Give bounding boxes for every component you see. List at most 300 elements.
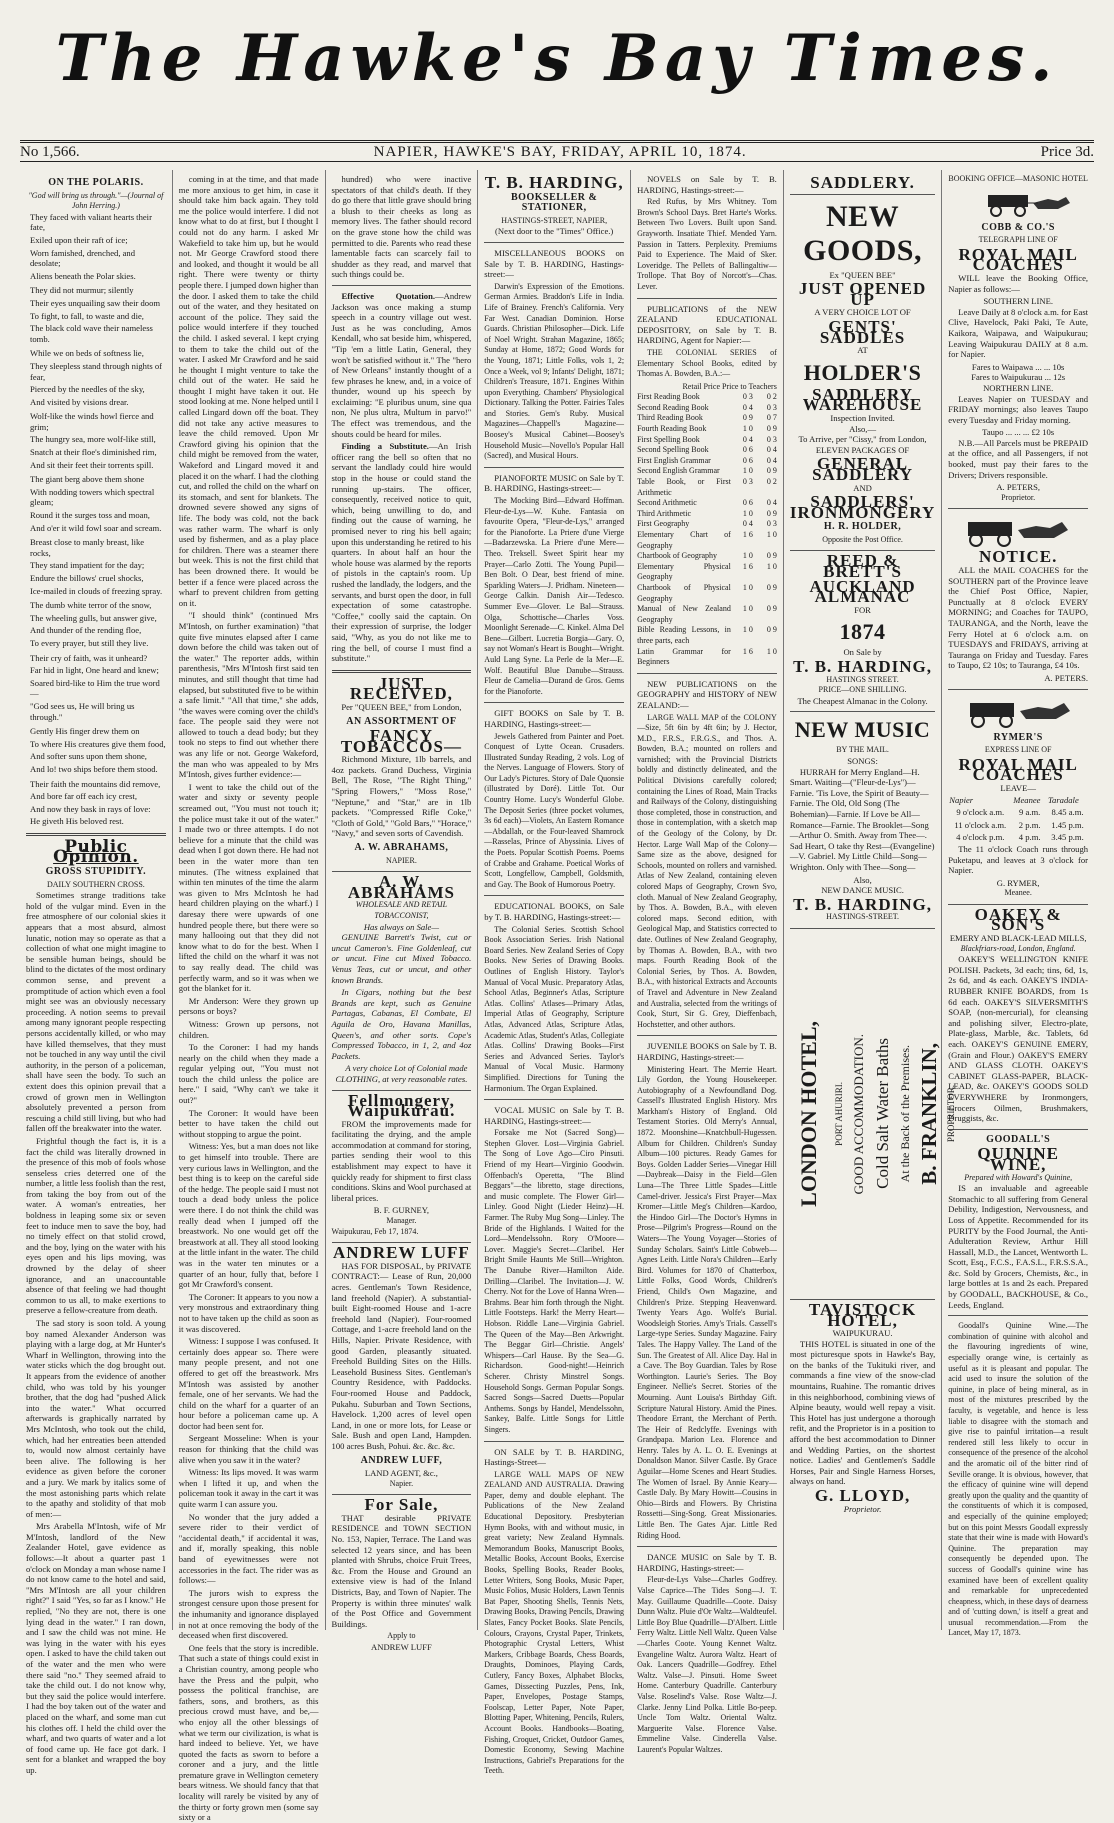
poem-title: ON THE POLARIS. — [48, 177, 144, 188]
poem-line: While we on beds of softness lie, — [30, 348, 144, 359]
price-row — [637, 403, 777, 414]
ad-list: HURRAH for Merry England—H. Smart. Waiting—("Fleur-de-Lys")—Farnie. 'Tis Love, the Spirit of Beauty—Farnie. The Old, Old Song (The Bohemian)—Farnie. If Love be All—Romance—Farnie. The Brooklet—Song—Arthur O. Smith. Away from Thee—. Sad Heart, O take thy Rest—(Evangeline) —V. Gabriel. My Little Child—Song—Wrighton. Only with Thee—Song— — [789, 766, 935, 872]
ad-text: THE COLONIAL SERIES of Elementary School Books, edited by Thomas A. Bowden, B.A.:— — [637, 347, 777, 379]
ad-intro: EDUCATIONAL BOOKS, on Sale by T. B. HARDING, Hastings-street:— — [484, 901, 625, 922]
teacher-price: 0 9 — [766, 625, 777, 635]
ad-heading: COBB & CO.'S — [981, 221, 1055, 233]
timetable-cell: 4 o'clock p.m. — [956, 832, 1005, 843]
ad-heading: TAVISTOCK HOTEL, — [808, 1299, 917, 1330]
price-row — [637, 392, 777, 403]
ad-intro: VOCAL MUSIC on Sale by T. B. HARDING, Hastings-street:— — [484, 1105, 625, 1126]
coach-icon — [958, 695, 1078, 729]
retail-price: 0 3 — [742, 392, 753, 402]
price-head: Retail Price Price to Teachers — [682, 381, 777, 391]
ad-intro: JUVENILE BOOKS on Sale by T. B. HARDING, Hastings-street:— — [637, 1041, 777, 1062]
column-7 — [942, 170, 1094, 1638]
ad-list: Jewels Gathered from Painter and Poet. Conquest of Lytte Ocean. Crusaders. Illustrated Sunday Reading, 2 vols. Log of the Nerves. Language of Flowers. Story of Our Lady's Pictures. Story of Dale Quonsie (illustrated by Doré). Little Tot. Our Country Home. Lucy's Wonderful Globe. The Deposit Series (three pocket volumes, 3s 6d each)—Violets, An Eastern Romance—Abdallah, or the Four-leaved Shamrock—Rasselas, Prince of Abyssinia. Lives of the Poets. Popular Scottish Poems. Poems of Crabbe and Grahame. Poetical Works of Scott, Longfellow, Campbell, Goldsmith, and Gay. The Book of Humorous Poetry. — [484, 731, 625, 889]
price-item: Latin Grammar for Beginners — [637, 646, 731, 667]
poem-line: Worn famished, drenched, and desolate; — [30, 247, 136, 269]
ad-line: PORT AHURIRI. — [833, 1082, 844, 1146]
ad-heading: GENERAL SADDLERY — [812, 454, 914, 484]
teacher-price: 0 9 — [766, 424, 777, 434]
article-paragraph: Sometimes strange traditions take hold of the vulgar mind. Even in the free atmosphere of our colonial skies it appears that a most absurd, almost lunatic, notion may so operate as that a collection of what one might imagine to be sensible human beings, should be blind to the dictates of the most ordinary common sense, and prevent a promptitude of action which even a fool might see was an obviously necessary proceeding. A notion seems to prevail among many ignorant people respecting persons accidentally killed, or who may have killed themselves, that they must not be touched in any way until the civil authority, in the person of a policeman, shall have seen the body. To such an extent does this opinion prevail that a crowd of grown men in Wellington absolutely prevented a person from rescuing a child still living, but who had fallen off the breakwater into the water. — [26, 890, 166, 1134]
price-item: First English Grammar — [637, 455, 711, 465]
retail-price: 1 0 — [742, 424, 753, 434]
ad-text: Leave Daily at 8 o'clock a.m. for East Clive, Havelock, Paki Paki, Te Aute, Kaikora, Waipawa, and Waipukurau; Leaving Waipukurau DAILY at 8 a.m. for Napier. — [948, 306, 1089, 360]
timetable — [948, 794, 1088, 844]
price-item: First Reading Book — [637, 392, 700, 402]
ad-heading: For Sale, — [364, 1495, 439, 1515]
ad-text: HAS FOR DISPOSAL, by PRIVATE CONTRACT:— Lease of Run, 20,000 acres. Gentleman's Town Residence, land freehold (Napier). A substantial-built Eight-roomed House and 1-acre freehold land (Napier). Four-roomed Cottage, and 1-acre freehold land on the Hills, Napier. Private Residence, with good Garden, pleasantly situated. Freehold Building Sites on the Hills. Leasehold Business Sites. Gentleman's Country Residence, with Paddocks. Four-roomed House and Paddock, Pukahu. Suburban and Town Sections, Havelock. 1,200 acres of level open Land, in one or more lots, for Lease or Sale. Bush and open Land, Hampden. 100 acres Bush, Pohui. &c. &c. &c. — [331, 1260, 472, 1451]
retail-price: 1 0 — [742, 604, 753, 614]
timetable-row — [948, 819, 1088, 832]
poem-line: And softer suns upon them shone, — [30, 751, 147, 762]
ad-line: Fares to Waipukurau ... 12s — [971, 372, 1066, 383]
price-item: Second Spelling Book — [637, 445, 709, 455]
ad-line: NORTHERN LINE. — [983, 382, 1054, 393]
ad-text: FROM the improvements made for facilitating the drying, and the ample accommodation at command for storing, parties sending their wool to this establishment may expect to have it quickly ready for shipment to first class conditions. Skins and Wool purchased at liberal prices. — [331, 1118, 472, 1203]
ad-list: Forsake me Not (Sacred Song)—Stephen Glover. Lost—Virginia Gabriel. The Song of Love Ago—Ciro Pinsuti. Friend of my Heart—Virginio Goodwin. Offenbach's Operetta, "The Blind Beggars"—the libretto, stage directions, and music complete. The Flower Girl—Linley. Good Night (Lieder Heinz)—H. Farmer. The Ruby Mug Song—Linley. The Bride of the Highlands. I Waited for the Lord—Mendelssohn. Rory O'Moore—Lover. Maggie's Secret—Claribel. Her Bright Smile Haunts Me Still—Wrighton. The Danube River—Hamilton Aide. Drilling—Claribel. The Invitation—J. W. Cherry. Not for the Love of Hanna Wren—Brahms. Bear him forth through the Night. Little Footsteps. Hark! the Merry Heart—Hobson. Riddle Lane—Virginia Gabriel. The Queen of the May—Ben Arkwright. The Beggar Girl—Christie. Angels' Whispers—Carl Hause. By the Sea—G. Richardson. Good-night!—Heinrich Scherer. Christy Minstrel Songs. Household Songs. German Popular Songs. Sacred Songs—Sacred Duetts—Popular Anthems. Songs by Handel, Mendelssohn, Sankey, Balfe. Little Songs for Little Singers. — [484, 1128, 625, 1434]
ad-text: THAT desirable PRIVATE RESIDENCE and TOWN SECTION No. 153, Napier, Terrace. The Land was selected 12 years since, and has been planted with Shrubs, choice Fruit Trees, &c. From the House and Ground an extensive view is had of the Inland Districts, Bay, and Town of Napier. The Property is within three minutes' walk of the Post Office and Government Buildings. — [331, 1512, 472, 1629]
article-paragraph: Mr Anderson: Were they grown up persons or boys? — [178, 995, 319, 1017]
ad-line: The Cheapest Almanac in the Colony. — [797, 695, 928, 706]
ad-text: THIS HOTEL is situated in one of the most picturesque spots in Hawke's Bay, on the banks of the Tukituki river, and commands a fine view of the snow-clad mountains, Ruahine. The romantic drives in this neighborhood, combining views of Alpine beauty, would well repay a visit. This Hotel has just undergone a thorough refit, and the Proprietor is in a position to afford the best accommodation to Dinner and Wedding Parties, on the shortest notice. Ladies' and Gentlemen's Saddle Horses, Pair and Single Harness Horses, always on hand. — [789, 1338, 936, 1487]
poem-note: "God will bring us through."—(Journal of John Herring.) — [28, 190, 164, 211]
ad-text: WILL leave the Booking Office, Napier as follows:— — [948, 272, 1089, 294]
ad-line: Blackfriars-road, London, England. — [960, 943, 1076, 953]
teacher-price: 0 3 — [766, 402, 777, 412]
retail-price: 1 0 — [742, 508, 753, 518]
ad-line: Manager. — [386, 1216, 417, 1226]
retail-price: 1 6 — [742, 561, 753, 571]
ad-line: Taupo ... ... ... £2 10s — [982, 427, 1055, 438]
poem-line: They sleepless stand through nights of fear, — [30, 360, 162, 382]
ad-list: Red Rufus, by Mrs Whitney. Tom Brown's School Days. Bret Harte's Works. Between Two Lovers. Built upon Sand. Grayworth. Insatiate Thief. Mended Yarn. Passion in Tatters. Perplexity. Premiums Paid to Experience. The Maid of Sker. Loveridge. The Pellets of Ballingaltiw—Trollope. That Boy of Norcott's—Chas. Lever. — [637, 197, 777, 291]
retail-price: 0 6 — [742, 455, 753, 465]
section-title: Public Opinion. — [53, 836, 139, 868]
article-paragraph: "I should think" (continued Mrs M'Intosh, on further examination) "that quite five minutes elapsed after I came down before the child was taken out of the water." The reporter adds, within parenthesis, "Mrs M'Intosh first said ten minutes, and still thought that time had elapsed, but substituted five to be within a safe limit." "All that time," she adds, "the waves were coming over the child's face. The people said they were not allowed to touch a dead body; but they took no steps to find out whether there was any life or not. George Wakeford, the man who was appealed to by Mrs M'Intosh, gives further evidence:— — [178, 610, 319, 780]
timetable-header: Meanee — [1013, 794, 1041, 805]
ad-signature: A. W. ABRAHAMS, — [354, 842, 449, 854]
price-row — [637, 583, 777, 604]
price-item: Third Reading Book — [637, 413, 703, 423]
ad-line: EMERY AND BLACK-LEAD MILLS, — [949, 933, 1087, 944]
ad-heading: NEW MUSIC — [794, 717, 931, 743]
ad-line: PRICE—ONE SHILLING. — [818, 685, 907, 695]
price-item: Elementary Chart of Geography — [637, 530, 731, 550]
price-row — [637, 604, 777, 625]
ad-line: HASTINGS-STREET, NAPIER, — [501, 215, 608, 225]
place-date: NAPIER, HAWKE'S BAY, FRIDAY, APRIL 10, 1874. — [373, 143, 747, 160]
article-paragraph: hundred) who were inactive spectators of that child's death. If they do go there that little grave should bring a blush to their cheeks as long as memory lives. The father should record on the grave stone how the child was permitted to die. Parents who read these lamentable facts can scarcely fail to shudder as they read, and marvel that such things could be. — [331, 174, 472, 280]
ad-heading: 1874 — [839, 619, 886, 645]
ad-heading: RYMER'S — [993, 731, 1043, 743]
price-row — [637, 519, 777, 530]
article-paragraph: Frightful though the fact is, it is a fact the child was literally drowned in the presence of this mob of fools whose senseless cries deterred one of the number, a little less foolish than the rest, from taking the boy from out of the water. A woman's entreaties, her boldness in leaping some six or seven feet to induce men to save the boy, had no timely effect on that stolid crowd, and the boy, lying on the water with his eyes open and his lips moving, was drowned by the delay of sheer ignorance, and an unaccountable absence of that feeling we had thought common to us all, to make exertions to preserve a fellow-creature from death. — [26, 1135, 166, 1316]
ad-line: WHOLESALE AND RETAIL TOBACCONIST, — [355, 900, 448, 920]
retail-price: 0 4 — [742, 402, 753, 412]
teacher-price: 1 0 — [766, 530, 777, 539]
poem-line: Soared bird-like to Him the true word— — [30, 677, 160, 699]
ad-heading: FANCY TOBACCOS— — [340, 726, 462, 756]
ad-intro: GIFT BOOKS on Sale by T. B. HARDING, Hastings-street:— — [484, 708, 625, 729]
poem-line: They faced with valiant hearts their fate, — [30, 211, 152, 233]
ad-line: Also,— — [849, 423, 877, 434]
ad-line: LEAVE— — [1000, 782, 1036, 793]
ad-signature: G. RYMER, — [996, 877, 1040, 888]
poem-line: The wheeling gulls, but answer give, — [30, 612, 157, 623]
ad-heading: AUCKLAND ALMANAC — [809, 576, 916, 607]
price-row — [637, 477, 777, 498]
ad-line: Fares to Waipawa ... ... 10s — [971, 361, 1065, 372]
timetable-cell: 9 a.m. — [1019, 807, 1041, 818]
ad-line: AND — [853, 482, 872, 493]
retail-price: 0 4 — [742, 434, 753, 444]
price-item: Chartbook of Physical Geography — [637, 582, 731, 603]
article-paragraph: coming in at the time, and that made me more anxious to get him, in case it should take him back again. They told me the police would interfere. I did not know what to do at first, but I thought I could not do any harm. I asked Mr Wakefield to take him up, but he would not. Mr George Crawford stood there and looked, and thought it would be all right. There were twenty or thirty people there. I jumped down higher than the door. I asked them to take the child out of the water, and they hesitated on account of the police. They said the police would interfere if they touched the child. I asked several. I kept crying to them to take the child out of the water. I asked Mr Crawford and he said he thought I might venture to take the child out of the water. He said he thought I might have taken it out. He stood looking at me. None helped until I called Lingard down off the boat. They did not take any active measures to leave the child removed. Upon Mr Crawford giving his opinion that the child might be removed from the water, Wakeford and Lingard moved it and placed it on the wharf. I had the clothing cut, and rolled the child on the wharf on its stomach, and sent for blankets. The drowned severe showed any signs of life. The body was cold, not the back was rather warm. The wharf is only used by fishermen, and as a play place for children. There was a steamer there but week. This is not the first child that has been drowned there. It would be better if a fence were placed across the wharf to prevent children from getting on it. — [178, 174, 319, 608]
ad-list: Fleur-de-Lys Valse—Charles Godfrey. Valse Caprice—The Tides Song—J. T. May. Guillaume Quadrille—Coote. Daisy Dunn Waltz. Pluie d'Or Waltz—Waldteufel. Little Boy Blue Quadrille—D'Albert. Little Ferry Waltz. Little Nell Waltz. Queen Valse—Charles Coote. Young Kennet Waltz. Evangeline Waltz. Aurora Waltz. Heart of Oak. Lancers Quadrille—Godfrey. Ethel Waltz. Valse—J. Pinsuti. Home Sweet Home. Canterbury Quadrille. Canterbury Valse. Roselind's Valse. Rose Waltz—J. Clarke. Jenny Lind Polka. Little Bo-peep. Uncle Tom Waltz. Oriental Waltz. Marguerite Valse. Florence Valse. Emmeline Valse. Cinderella Valse. Laurent's Popular Waltzes. — [637, 1575, 777, 1754]
ad-line: SOUTHERN LINE. — [983, 296, 1054, 307]
article-paragraph: The Coroner: It would have been better to have taken the child out without stopping to argue the point. — [178, 1107, 319, 1139]
article-paragraph: One feels that the story is incredible. That such a state of things could exist in a Christian country, among people who have the Press and the pulpit, who possess the political franchise, are fathers, sons, and brothers, as this precious crowd must have, and be,—who enjoy all the other blessings of what we term our civilization, is what is hard indeed to believe. Yet, we have quoted the facts as sworn to before a coroner and a jury, and the little premature grave in Wellington cemetery bears witness. We should fancy that that locality will rarely be visited by any of the thirty or forty grown men (some say sixty or a — [178, 1642, 319, 1823]
article-paragraph: Witness: Yes, but a man does not like to get himself into trouble. There are very curious laws in Wellington, and the best thing is to keep on the careful side of the hedge. The people said I must not touch a dead body unless the police were there. I do not think the child was really dead when I jumped off the breastwork. No one would get off the breastwork at all. They all stood looking at the little infant in the water. The child was in the water ten minutes or a quarter of an hour, fully that, before I got Mr Crawford's consent. — [178, 1141, 319, 1290]
ad-text: Leaves Napier on TUESDAY and FRIDAY mornings; also leaves Taupo every Tuesday and Friday morning. — [948, 393, 1089, 425]
article-paragraph: The Coroner: It appears to you now a very monstrous and extraordinary thing not to have taken up the child as soon as it was discovered. — [178, 1291, 319, 1334]
poem — [26, 212, 166, 827]
timetable-cell: 8.45 a.m. — [1051, 807, 1084, 818]
coach-icon — [958, 514, 1078, 548]
price-item: First Spelling Book — [637, 434, 700, 444]
ad-line: Napier. — [389, 1478, 414, 1488]
ad-intro: PIANOFORTE MUSIC on Sale by T. B. HARDING, Hastings-street:— — [484, 472, 625, 494]
article-paragraph: Mrs Arabella M'Intosh, wife of Mr M'Intosh, landlord of the New Zealander Hotel, gave evidence as follows:—It about a quarter past 1 o'clock on Monday a man whose name I do not know came to the hotel and said, "Mrs M'Intosh are all your children right?" I said "Yes, so far as I know." He replied, "No they are not, there is one lying dead in the water." I ran down, and I saw the child was not mine. He was lying in the water with his eyes open. I asked to have the child taken out of the water and the men who were there said "no." They seemed afraid to take the child out. I do not know why, but they said the police would interfere. I had the boy taken out of the water and placed on the wharf, and some man cut his clothes off. I held the child over the wharf, and two quarts of water and a lot of food came up. He face got dark. I sent for a blanket and wrapped the boy up. — [26, 1521, 166, 1775]
ad-intro: MISCELLANEOUS BOOKS on Sale by T. B. HARDING, Hastings-street:— — [484, 247, 625, 280]
price-list — [637, 392, 777, 667]
ad-line: Waipukurau, Feb 17, 1874. — [331, 1226, 419, 1236]
substitute-text: —An Irish officer rang the bell so often that no servant the landlady could hire would stop in the house or could stand the running up-stairs. The officer, consequently, received notice to quit, which, being unwilling to do, and finding out the cause of warning, he promised never to ring his bell again; upon this understanding he retired to his quarters. In about half an hour the whole house was alarmed by the reports of pistols in the captain's room. Up rushed the landlady, the lodgers, and the servants, and burst open the door, in full expectation of some catastrophe. "Coffee," coolly said the captain. On their expression of surprise, the lodger said, "Why, as you do not like me to ring the bell, of course I must find a substitute." — [331, 441, 472, 664]
ad-signature: A. PETERS, — [996, 482, 1041, 493]
poem-line: The black cold wave their nameless tomb. — [30, 323, 153, 344]
price-row — [637, 509, 777, 520]
price-item: Third Arithmetic — [637, 508, 692, 518]
poem-line: Ice-mailed in clouds of freezing spray. — [30, 585, 163, 596]
price: Price 3d. — [1040, 143, 1094, 160]
column-4 — [478, 170, 631, 1776]
ad-intro: ON SALE by T. B. HARDING, Hastings-Street— — [484, 1446, 625, 1468]
ad-text: IS an invaluable and agreeable Stomachic to all suffering from General Debility, Indigestion, Nervousness, and Loss of Appetite. Recommended for its PURITY by the Food Journal, the Anti-Adulteration Review, Arthur Hill Hassall, M.D., the Lancet, Wentworth L. Scott, Esq., F.C.S., F.A.S.L., F.R.S.S.A., &c. Sold by Grocers, Chemists, &c., in large bottles at 1s and 2s each. Prepared by GOODALL, BACKHOUSE, & Co., Leeds, England. — [948, 1183, 1089, 1310]
price-row — [637, 498, 777, 509]
timetable-row — [948, 806, 1088, 819]
ad-line: Proprietor. — [1001, 492, 1036, 502]
price-item: Second Arithmetic — [637, 498, 697, 508]
masthead-title: The Hawke's Bay Times. — [55, 21, 1059, 96]
timetable-cell: 2 p.m. — [1018, 819, 1041, 830]
poem-line: The giant berg above them shone — [30, 474, 145, 485]
teacher-price: 0 2 — [766, 477, 777, 487]
price-row — [637, 530, 777, 551]
ad-line: NEW DANCE MUSIC. — [821, 885, 904, 896]
poem-line: Their eyes unquailing saw their doom — [30, 297, 161, 308]
article-paragraph: The jurors wish to express the strongest censure upon those present for the inhumanity and ignorance displayed in not at once removing the body of the deceased when first discovered. — [178, 1587, 319, 1641]
ad-signature: G. LLOYD, — [814, 1486, 911, 1505]
poem-line: And thunder of the rending floe, — [30, 625, 142, 636]
ad-line: Meanee. — [1004, 888, 1032, 898]
masthead — [0, 0, 1114, 118]
article-paragraph: No wonder that the jury added a severe rider to their verdict of "accidental death," if accidental it was, and if, morally speaking, this noble band of eyewitnesses were not accessories in the fact. The rider was as follows:— — [178, 1511, 319, 1586]
ad-line: Prepared with Howard's Quinine, — [964, 1172, 1073, 1182]
ad-text: The 11 o'clock Coach runs through Puketapu, and leaves at 3 o'clock for Napier. — [948, 843, 1089, 876]
ad-line: On Sale by — [843, 647, 882, 658]
ad-list: Ministering Heart. The Merrie Heart. Lily Gordon, the Young Housekeeper. Autobiography of a Newfoundland Dog. Cassell's Illustrated English History. Mrs Markham's History of England. Old Testament Stories. Old Merry's Annual, 1872. Moonshine—Knatchbull-Hugessen. Album for Children. Children's Sunday Album—100 pictures. Ready Games for Boys. Golden Ladder Series—Vinegar Hill—Daybreak—Daisy in the Field—Glen Luna—The Three Little Spades—Little Camel-driver. Jessica's First Prayer—Max Kromer—Little Meg's Children—Kardoo, the Hindoo Girl—The Doctor's Hymns in Prose—Pilgrim's Progress—Round on the Waters—The Young Voyager—Stories of Sunday Scholars. Saint's Little Cobweb—Agnes Leith. Little Nora's Children—Early Bird. Volumes for 1870 of Chatterbox, Little Folks, Good Words, Children's Friend, Child's Own Magazine, and Children's Prize. Stepping Heavenward. Twenty Years Ago. Wolfe's Burial. Woodsleigh Stories. Amy's Trials. Cassell's Large-type Series. Sunday Magazine. Fairy Tales. The Happy Valley. The Land of the Sun. The Greatest of All. Alice Day. Hal in a Cave. The Boy Guardian. Tales by Rose Worthington. Laurie's Series. The Boy Engineer. Nellie's Secret. Stories of the Mourning. Aunt Louisa's Birthday Gift. Scripture Natural History. Amid the Pines. Theodore Errant, the Merchant of Perth. The Heir of Redclyffe. Evenings with Grandpapa. Marion Lea. Florence and Henry. Tales by A. L. O. E. Evenings at Donaldson Manor. Silver Castle. By Grace Aguilar—Home Scenes and Heart Studies. The Women of Israel. By Annie Keary—Castle Daly. By Mary Howitt—Cousins in Ohio—Birds and Flowers. By Christina Rossetti—Sing-Song. Great Missionaries. Little Ben. The Gates Ajar. Little Red Riding Hood. — [637, 1064, 777, 1540]
ad-intro: PUBLICATIONS of the NEW ZEALAND EDUCATIONAL DEPOSITORY, on Sale by T. B. HARDING, Agent for Napier:— — [637, 303, 777, 346]
ad-line: Proprietor. — [843, 1503, 882, 1514]
ad-heading: SADDLERY. — [810, 173, 915, 192]
ad-heading: GENTS' SADDLES — [819, 316, 906, 347]
retail-price: 1 0 — [742, 551, 753, 561]
teacher-price: 0 3 — [766, 519, 777, 529]
poem-line: Far hid in light, One heard and knew; — [30, 665, 159, 676]
ad-text: Goodall's Quinine Wine.—The combination of quinine with alcohol and the flavouring ingredients of wine, especially orange wine, is certainly as useful as it is pleasant and popular. The acid used to insure the solution of the quinine, in place of being mineral, as in most of the mixtures prescribed by the faculty, is vegetable, and hence is less liable to disagree with the stomach and give rise to painful irritation—a result rendered still less likely to occur in consequence of the presence of the alcohol and the aromatic oil of the bitter rind of Seville orange. It is obvious, however, that the efficacy of quinine wine will depend greatly upon the quality and the quantity of the constituents of which it is composed, and especially of the quinine employed; but on this point Messrs Goodall expressly state that their wine is made with Howard's Quinine. The preparation may consequently be depended upon. The success of Goodall's quinine wine has examined have been of excellent quality and remarkable for unprecedented cheapness, which, in these days of dearness and of 'cutting down,' is itself a great and unusual recommendation.—From the Lancet, May 17, 1873. — [948, 1321, 1089, 1638]
teacher-price: 0 9 — [766, 466, 777, 476]
poem-line: Their cry of faith, was it unheard? — [30, 652, 148, 663]
ad-line: ELEVEN PACKAGES OF — [815, 444, 910, 455]
ad-heading: HOLDER'S — [803, 359, 922, 385]
timetable-cell: 4 p.m. — [1018, 832, 1041, 843]
teacher-price: 0 4 — [766, 455, 777, 465]
price-row — [637, 456, 777, 467]
price-row — [637, 424, 777, 435]
price-row — [637, 445, 777, 456]
timetable-cell: 3.45 p.m. — [1051, 832, 1084, 843]
price-row — [637, 551, 777, 562]
teacher-price: 1 0 — [766, 646, 777, 656]
ad-heading: SADDLERS' IRONMONGERY — [789, 492, 936, 522]
timetable-header: Napier — [949, 794, 974, 805]
teacher-price: 1 0 — [766, 561, 777, 571]
column-3 — [326, 170, 479, 1652]
poem-line: And bore far off each icy crest, — [30, 791, 137, 802]
ad-heading: GOODALL'S — [986, 1133, 1051, 1145]
ad-line: Opposite the Post Office. — [822, 534, 903, 544]
article-paragraph: Witness: Grown up persons, not children. — [178, 1018, 319, 1040]
teacher-price: 0 9 — [766, 508, 777, 518]
ad-heading: LONDON HOTEL, — [795, 1021, 821, 1207]
poem-line: To every prayer, but still they live. — [30, 637, 149, 648]
poem-line: Wolf-like the winds howl fierce and grim; — [30, 411, 154, 432]
ad-list: LARGE WALL MAPS OF NEW ZEALAND AND AUSTRALIA. Drawing Paper, demy and double elephant. The Publications of the New Zealand Educational Depository. Presbyterian Hymn Books, with and without music, in great variety; New Zealand Hymnals. Memorandum Books, Manuscript Books, Metallic Books, Account Books, Exercise Books, Spelling Books, Reader Books, Letter Writers, Song Books, Music Paper, Music Folios, Music Holders, Lawn Tennis Bat Paper, Shooting Shells, Tennis Nets, Drawing Books, Drawing Pencils, Drawing Slates, Fancy Pocket Books. Slate Pencils, Colours, Crayons, Crystal Paper, Trinkets, Photographic Crystal Letters, Whist Markers, Cribbage Boards, Chess Boards, Draughts, Dominoes, Playing Cards, Cutlery, Fancy Boxes, Alphabet Blocks, Games, Dissecting Puzzles, Pens, Ink, Paper, Envelopes, Postage Stamps, Foolscap, Letter Paper, Note Paper, Blotting Paper, Whitening, Pencils, Rulers, Account Books. Handbooks—Boating, Fishing, Croquet, Cricket, Outdoor Games, Domestic Economy, Sewing Machine Instructions, Gabriel's Preparations for the Teeth. — [484, 1469, 625, 1776]
teacher-price: 0 4 — [766, 445, 777, 455]
retail-price: 0 3 — [742, 477, 753, 487]
poem-line: They did not murmur; silently — [30, 285, 134, 296]
ad-line: AN ASSORTMENT OF — [346, 715, 457, 727]
poem-line: Breast close to manly breast, like rocks, — [30, 537, 145, 558]
price-item: First Geography — [637, 519, 690, 529]
ad-heading: NEW GOODS, — [803, 199, 922, 267]
coach-icon — [958, 189, 1078, 219]
price-item: Fourth Reading Book — [637, 424, 707, 434]
ad-line: SONGS: — [847, 756, 878, 766]
price-row — [637, 625, 777, 646]
poem-line: Round it the surges toss and moan, — [30, 510, 150, 521]
poem-line: The hungry sea, more wolf-like still, — [30, 434, 156, 445]
poem-line: And now they bask in rays of love: — [30, 803, 151, 814]
ad-heading: T. B. HARDING, — [793, 894, 932, 914]
columns — [20, 170, 1094, 1823]
ad-intro: DANCE MUSIC on Sale by T. B. HARDING, Hastings-street:— — [637, 1552, 777, 1573]
ad-line: FOR — [854, 604, 871, 615]
london-hotel-ad — [790, 934, 956, 1294]
article-paragraph: To the Coroner: I had my hands nearly on the child when they made a regular yelping out, "You must not touch the child unless the police are here." I said, "Why can't we take it out?" — [178, 1042, 319, 1106]
article-paragraph: Witness: I suppose I was confused. It certainly does appear so. There were many people present, and not one offered to get off the breastwork. Mrs M'Intosh was assisted by another female, one of her servants. We had the child on the wharf for a quarter of an hour before a policeman came up. A doctor had been sent for. — [178, 1336, 319, 1431]
retail-price: 1 0 — [742, 625, 753, 635]
retail-price: 1 0 — [742, 582, 753, 592]
ad-heading: REED & BRETT'S — [823, 551, 902, 582]
ad-text: N.B.—All Parcels must be PREPAID at the office, and all Passengers, if not booked, must pay their fares to the Drivers; Drivers responsible. — [948, 437, 1089, 480]
timetable-header: Taradale — [1048, 794, 1079, 805]
poem-line: Pierced by the needles of the sky, — [30, 384, 145, 395]
ad-line: BOOKING OFFICE—MASONIC HOTEL — [948, 174, 1088, 183]
retail-price: 1 6 — [742, 530, 753, 539]
ad-line: NAPIER. — [385, 855, 417, 865]
teacher-price: 0 9 — [766, 551, 777, 561]
teacher-price: 0 2 — [766, 392, 777, 402]
poem-line: Aliens beneath the Polar skies. — [30, 270, 136, 281]
column-5 — [631, 170, 784, 1754]
ad-heading: ROYAL MAIL COACHES — [958, 244, 1078, 275]
ad-list: The Mocking Bird—Edward Hoffman. Fleur-de-Lys—W. Kuhe. Fantasia on favourite Opera, "Fleur-de-Lys," arranged for the Pianoforte. La Priere d'une Vierge—Badarzewska. La Priere d'une Mere—Theo. Treksell. Sweet Spirit hear my Prayer—Carlo Zotti. The Young Pupil—Ben Bolt. O Dear, best friend of mine. Sparkling Waters—J. Pridham. Nineteen—George Calkin. Danish Air—Tedesco. Summer Eve—Glover. Le Bal—Strauss. Olga, Schottische—Charles Voss. Moonlight Serenade—C. Kinkel. Alma Del Bene—Gilbert. Lucretia Borgia—Gary. O, say not Woman's Heart is Bought—Wright. Auld Lang Syne. La Perle de la Mer—E. Wolf. Beautiful Blue Danube—Strauss. Fleur de Camelia—Durand de Gros. Gems for the Pianoforte. — [484, 496, 625, 696]
price-item: Second English Grammar — [637, 466, 720, 476]
ad-line: EXPRESS LINE OF — [984, 745, 1052, 755]
retail-price: 0 6 — [742, 445, 753, 455]
dateline — [20, 140, 1094, 162]
price-row — [637, 413, 777, 424]
teacher-price: 0 9 — [766, 582, 777, 592]
article-paragraph: Sergeant Mosseline: When is your reason for thinking that the child was alive when you saw it in the water? — [178, 1433, 319, 1465]
ad-line: Has always on Sale— — [363, 921, 440, 932]
price-row — [637, 466, 777, 477]
ad-line: LAND AGENT, &c., — [364, 1468, 438, 1479]
ad-line: Ex "QUEEN BEE" — [829, 269, 896, 280]
article-paragraph: Witness: Its lips moved. It was warm when I lifted it up, and when the policeman took it away in the cart it was quite warm I can assure you. — [178, 1467, 319, 1510]
price-item: Bible Reading Lessons, in three parts, each — [637, 625, 731, 645]
ad-line: (Next door to the "Times" Office.) — [495, 226, 614, 237]
ad-intro: NOVELS on Sale by T. B. HARDING, Hastings-street:— — [637, 174, 777, 195]
retail-price: 0 4 — [742, 519, 753, 529]
ad-heading: NOTICE. — [979, 547, 1058, 567]
ad-heading: JUST OPENED UP — [798, 279, 927, 309]
ad-signature: H. R. HOLDER, — [823, 521, 902, 533]
column-2 — [173, 170, 326, 1823]
article-source: DAILY SOUTHERN CROSS. — [46, 879, 145, 889]
poem-line: They stand impatient for the day; — [30, 560, 145, 571]
retail-price: 0 6 — [742, 498, 753, 508]
poem-line: "God sees us, He will bring us through." — [30, 700, 135, 722]
ad-line: A VERY CHOICE LOT OF — [814, 307, 911, 318]
ad-signature: B. F. GURNEY, — [373, 1205, 430, 1216]
ad-list: The Colonial Series. Scottish School Book Association Series. Irish National Board Series. New Zealand Series of Copy Books. New Series of Drawing Books. Outlines of English History. Taylor's Manual of Vocal Music. Preparatory Atlas, School Atlas, Beginner's Atlas, Scripture Atlas. Collins' Atlases—Primary Atlas, Imperial Atlas of Geography, Scripture Atlas, Advanced Atlas, Scripture Atlas, Academic Atlas, Student's Atlas, Collegiate Atlas. Collins' Drawing Books—First Series and Advanced Series. Taylor's Manual of Vocal Music. Harmony Simplified. Directions for Tuning the Harmonium. The Organ Explained. — [484, 924, 625, 1093]
ad-line: BOOKSELLER & STATIONER, — [511, 191, 598, 214]
ad-text: A very choice Lot of Colonial made CLOTHING, at very reasonable rates. — [335, 1063, 468, 1084]
ad-heading: QUININE WINE, — [977, 1144, 1059, 1174]
price-row — [637, 647, 777, 668]
poem-line: And sit their feet their torrents spill. — [30, 459, 154, 470]
ad-text: ALL the MAIL COACHES for the SOUTHERN part of the Province leave the Chief Post Office, Napier, Punctually at 8 o'clock EVERY MORNING; and Coaches for TAUPO, TAURANGA, and the North, leave the Ferry Hotel at 6 o'clock a.m. on TUESDAYS and FRIDAYS, arriving at Tauranga on Friday and Tuesday. Fares to Taupo, £2 10s; to Tauranga, £4 10s. — [948, 565, 1089, 671]
ad-list: Darwin's Expression of the Emotions. German Armies. Braddon's Life in India. Life of Brainey. French's California. Very Far West. Canadian Dominion. Horse Guards. Christian Philosopher—Dick. Life of Noel Wright. Strahan Magazine, 1865; Sunday at Home, 1872; Good Words for the Young, 1871; Little Folks, vols 1, 2; Once a Week, vol 9; Infants' Delight, 1871; Children's Treasure, 1871. Engines Within upon Everything. Chambers' Physiological Dictionary. Talking the Potter. Fairies Tales and Stories. Gem's Ruby. Musical Magazines—Chappell's Magazine—Boosey's Musical Cabinet—Boosey's Household Music—Novello's Popular Hall (Sacred), and Musical Hours. — [484, 281, 625, 461]
ad-text: In Cigars, nothing but the best Brands are kept, such as Genuine Partagas, Cabanas, El Combate, El Aguila de Oro, Havana Manillas, Queen's, and other sorts. Cope's Compressed Tobacco, in 1, 2, and 4oz Packets. — [331, 987, 472, 1061]
poem-line: And visited by visions drear. — [30, 396, 129, 407]
poem-line: The dumb white terror of the snow, — [30, 600, 152, 611]
timetable-cell: 11 o'clock a.m. — [954, 819, 1007, 830]
retail-price: 1 6 — [742, 646, 753, 656]
ad-heading: T. B. HARDING, — [793, 657, 932, 677]
teacher-price: 0 7 — [766, 413, 777, 423]
ad-heading: B. FRANKLIN, — [916, 1043, 941, 1185]
ad-heading: T. B. HARDING, — [484, 173, 624, 192]
ad-text: LARGE WALL MAP of the COLONY—Size, 5ft 6in by 4ft 6in; by J. Hector, M.D., F.R.S., F.R.G.S., and Thos. A. Bowden, B.A.; mounted on rollers and varnished; with the Provincial Districts boldly and distinctly delineated, and the Political Divisions carefully colored; containing the Lines of Road, Main Tracks and Railways of the Colony, distinguishing those completed, those in construction, and those in contemplation, with a sketch map of the Geology of the Colony, by Dr. Hector. Large Wall Map of the Colony—Same size as the above, designed for Schools, mounted on rollers and varnished. Atlas of New Zealand, containing eleven colored Maps of Geography, Crown Svo, cloth. Manual of New Zealand Geography, by Thos. A. Bowden, B.A., with eleven colored maps. Second edition, with Geological Map, and Statistics corrected to date. Outlines of New Zealand Geography, by Thomas A. Bowden, B.A., with two maps. Fourth Reading Book of the Colonial Series, by Thos. A. Bowden, B.A., with historical Extracts and Accounts of Travel and Adventure in New Zealand and Australia, selected from the writings of Cook, Sturt, Sir G. Grey, Dieffenbach, Hochstetter, and other authors. — [637, 712, 777, 1029]
article-paragraph: I went to take the child out of the water and sixty or seventy people screamed out, "You must not touch it; the police must take it out of the water." I made two or three attempts. I do not believe for a minute that the child was dead when I got down there. He had not been in the water more than ten minutes. (The witness explained that within ten minutes of the time the alarm was given to Mrs McIntosh he had heard children playing on the wharf.) I daresay there were upwards of one hundred people there, but there were so many hallooing out that they did not know what to do for the best. When I lifted the child on the wharf it was not to say really dead. The child was perfectly warm, and so it was when we got the blanket for it. — [178, 781, 319, 994]
ad-signature: ANDREW LUFF, — [360, 1454, 443, 1466]
ad-line: At the Back of the Premises. — [897, 1045, 912, 1183]
ad-line: AT — [857, 345, 868, 356]
price-item: Table Book, or First Arithmetic — [637, 477, 731, 497]
ad-line: Inspection Invited. — [830, 412, 895, 423]
article-title: GROSS STUPIDITY. — [45, 866, 147, 878]
poem-line: With nodding towers which spectral gleam; — [30, 486, 155, 508]
ad-line: Also, — [853, 874, 872, 885]
ad-heading: Fellmongery, Waipukurau. — [347, 1090, 456, 1121]
ad-line: PROPRIETOR. — [945, 1085, 956, 1143]
price-item: Manual of New Zealand Geography — [637, 604, 731, 624]
ad-text: Richmond Mixture, 1lb barrels, and 4oz packets. Grand Duchess, Virginia Bell, The Rose, "The Right Thing," "Spring Flowers," "Moss Rose," "Neptune," and "Star," are in 1lb packets. "Compressed Rifle Coke," "Cloth of Gold," "Gold Bars," "Horace," "Navy," and seven sorts of Cavendish. — [331, 754, 472, 839]
poem-line: Exiled upon their raft of ice; — [30, 234, 128, 245]
teacher-price: 0 3 — [766, 434, 777, 444]
ad-line: HASTINGS STREET. — [826, 674, 899, 684]
price-item: Elementary Physical Geography — [637, 561, 731, 582]
ad-heading: SADDLERY WAREHOUSE — [802, 384, 923, 415]
timetable-cell: 1.45 p.m. — [1051, 819, 1084, 830]
poem-line: And o'er it wild fowl soar and scream. — [30, 522, 162, 533]
article-paragraph: The sad story is soon told. A young boy named Alexander Anderson was playing with a large dog, at Mr Hunter's Wharf in Wellington, throwing into the water sticks which the dog brought out. It appears from the evidence of another child, who was told by his younger brother, that the dog had "pushed Alick into the water." What occurred afterwards is graphically narrated by Mrs McIntosh, who took out the child, which, had her entreaties been attended to, would now almost certainly have been alive. The following is her evidence as given before the coroner and a jury. We mark by italics some of the most astonishing parts which relate to the apathy and stolidity of that mob of men:— — [26, 1318, 166, 1519]
ad-heading: Cold Salt Water Baths — [872, 1038, 892, 1190]
poem-line: He giveth His beloved rest. — [30, 816, 124, 827]
timetable-row — [948, 831, 1088, 844]
ad-list: OAKEY'S WELLINGTON KNIFE POLISH. Packets, 3d each; tins, 6d, 1s, 2s 6d, and 4s each. OAKEY'S INDIA-RUBBER KNIFE BOARDS, from 1s 6d each. OAKEY'S SILVERSMITH'S SOAP, (non-mercurial), for cleansing and polishing silver, Electro-plate, Plate-glass, Marble, &c. Tablets, 6d each. OAKEY'S GENUINE EMERY, (Grain and Flour.) OAKEY'S EMERY AND GLASS CLOTH. OAKEY'S CABINET GLASS-PAPER, BLACK-LEAD, &c. OAKEY'S GOODS SOLD EVERYWHERE by Ironmongers, Grocers Oilmen, Brushmakers, Druggists, &c. — [948, 954, 1089, 1124]
price-item: Second Reading Book — [637, 402, 709, 412]
ad-line: Per "QUEEN BEE," from London, — [341, 701, 462, 712]
ad-text: GENUINE Barrett's Twist, cut or uncut Cameron's. Fine Goldenleaf, cut or uncut. Fine cut Mixed Tobacco. Venus Teas, cut or uncut, and other known Brands. — [331, 932, 472, 985]
teacher-price: 0 9 — [766, 604, 777, 614]
ad-signature: ANDREW LUFF — [371, 1642, 432, 1652]
timetable-cell: 9 o'clock a.m. — [956, 807, 1005, 818]
price-item: Chartbook of Geography — [637, 551, 718, 561]
poem-line: To fight, to fall, to waste and die, — [30, 310, 144, 321]
teacher-price: 0 4 — [766, 498, 777, 508]
quotation-text: —Andrew Jackson was once making a stump speech in a country village out west. Just as he was concluding, Amos Kendall, who sat beside him, whispered, "Tip 'em a little Latin, General, they won't be satisfied without it." The "hero of New Orleans" instantly thought of a few phrases he knew, and, in a voice of thunder, wound up his speech by exclaiming: "E pluribus unum, sine qua non, Ne plus ultra, Multum in parvo!" The effect was tremendous, and the shouts could be heard for miles. — [331, 290, 472, 439]
poem-line: Endure the billows' cruel shocks, — [30, 573, 144, 583]
ad-heading: JUST RECEIVED, — [349, 673, 453, 704]
ad-line: Apply to — [387, 1631, 416, 1641]
poem-line: Gently His finger drew them on — [30, 726, 140, 737]
column-6 — [784, 170, 956, 1630]
ad-line: GOOD ACCOMMODATION. — [850, 1033, 866, 1195]
ad-line: HASTINGS-STREET. — [826, 912, 900, 922]
ad-heading: ANDREW LUFF — [333, 1243, 470, 1263]
poem-line: Their faith the mountains did remove, — [30, 778, 161, 789]
issue-number: No 1,566. — [20, 143, 80, 160]
poem-line: Snatch at their floe's diminished rim, — [30, 447, 157, 458]
poem-line: To where His creatures give them food, — [30, 738, 166, 749]
quotation-title: Effective Quotation. — [341, 290, 436, 301]
